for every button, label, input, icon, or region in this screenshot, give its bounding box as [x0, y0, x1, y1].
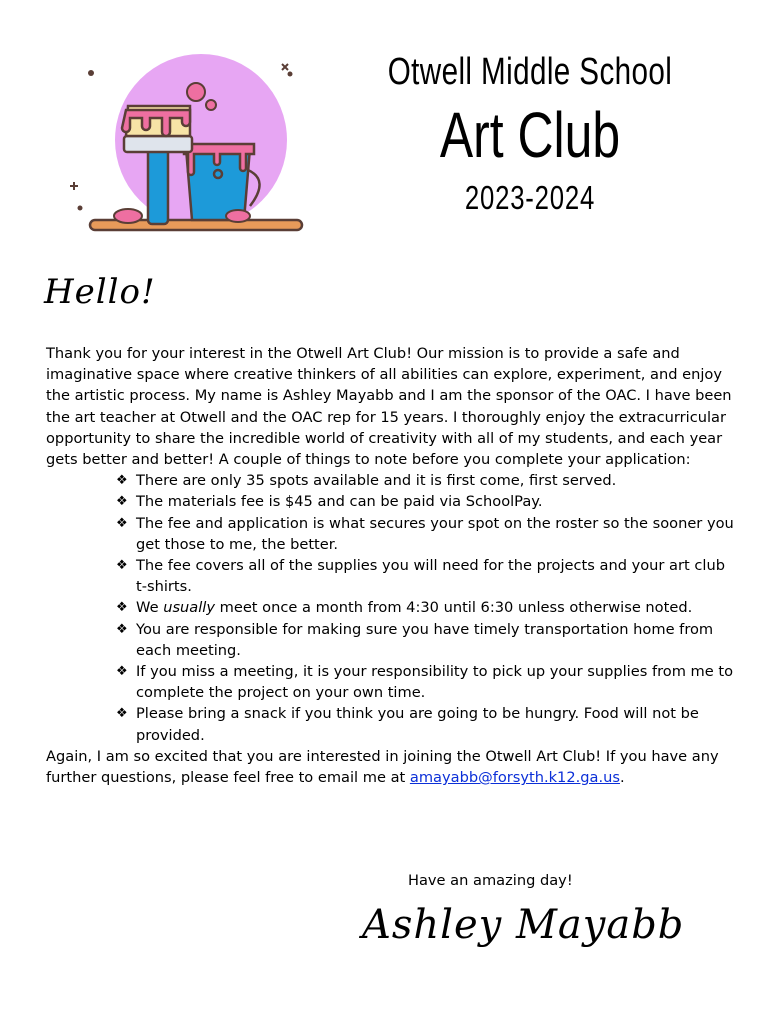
header: [340, 48, 720, 222]
list-item: ❖ Please bring a snack if you think you are going to be hungry. Food will not be provided.: [116, 705, 699, 744]
email-link[interactable]: amayabb@forsyth.k12.ga.us: [409, 769, 620, 787]
school-name: Otwell Middle School: [387, 51, 673, 93]
diamond-bullet-icon: ❖: [116, 558, 128, 574]
intro-paragraph: Thank you for your interest in the Otwell Art Club! Our mission is to provide a safe and imaginative space where creative thinkers of all abilities can explore, experiment, and enjoy the artistic process. My name is Ashley Mayabb and I am the sponsor of the OAC. I have been the art teacher at Otwell and the OAC rep for 15 years. I thoroughly enjoy the extracurricular opportunity to share the incredible world of creativity with all of my students, and each year gets better and better! A couple of things to note before you complete your application:: [46, 345, 732, 469]
notes-list: [46, 470, 736, 746]
list-item: ❖ If you miss a meeting, it is your responsibility to pick up your supplies from me to complete the project on your own time.: [116, 663, 734, 702]
diamond-bullet-icon: ❖: [116, 473, 128, 489]
school-year: 2023-2024: [464, 179, 596, 216]
paint-brush-and-bucket-icon: [58, 40, 308, 245]
diamond-bullet-icon: ❖: [116, 621, 128, 637]
list-item: ❖ The fee and application is what secures your spot on the roster so the sooner you get those to me, the better.: [116, 514, 734, 553]
closing-line: Have an amazing day!: [408, 872, 573, 889]
list-item: ❖ You are responsible for making sure you have timely transportation home from each meeting.: [116, 620, 714, 659]
list-item: ❖ There are only 35 spots available and it is first come, first served.: [116, 470, 736, 491]
diamond-bullet-icon: ❖: [116, 706, 128, 722]
list-item: ❖ The fee covers all of the supplies you will need for the projects and your art club t-shirts.: [116, 557, 725, 596]
diamond-bullet-icon: ❖: [116, 664, 128, 680]
diamond-bullet-icon: ❖: [116, 494, 128, 510]
letter-body: [46, 343, 736, 788]
greeting: Hello!: [44, 272, 156, 312]
club-name: Art Club: [439, 99, 621, 171]
list-item: ❖ We usually meet once a month from 4:30 until 6:30 unless otherwise noted.: [116, 597, 736, 618]
signature: Ashley Mayabb: [362, 902, 685, 948]
list-item: ❖ The materials fee is $45 and can be paid via SchoolPay.: [116, 491, 736, 512]
diamond-bullet-icon: ❖: [116, 600, 128, 616]
diamond-bullet-icon: ❖: [116, 515, 128, 531]
outro-paragraph: Again, I am so excited that you are interested in joining the Otwell Art Club! If you have any further questions, please feel free to email me at amayabb@forsyth.k12.ga.us.: [46, 747, 719, 787]
